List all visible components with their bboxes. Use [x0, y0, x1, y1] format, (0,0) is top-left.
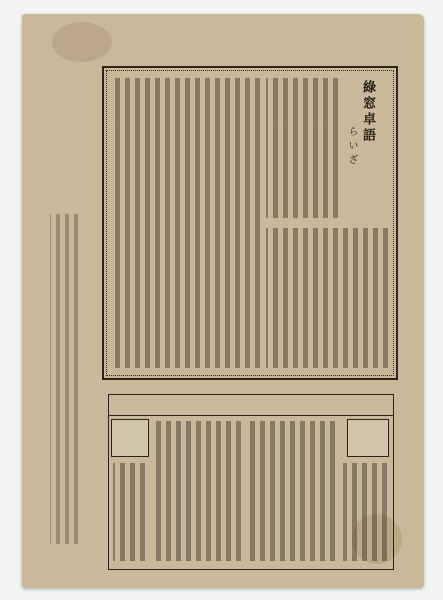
advertisement-text: [343, 463, 387, 561]
publication-imprint: [50, 214, 78, 544]
column-byline: らいざ: [346, 126, 357, 168]
advertisement-header: [109, 395, 393, 416]
column-body-text: [112, 78, 260, 368]
advertisement-box: [111, 419, 149, 457]
paper-stain: [52, 22, 112, 62]
advertisement-text: [249, 421, 335, 561]
column-heading: [344, 80, 378, 230]
page-sheet: [22, 14, 424, 588]
column-title: 綠窓卓語: [360, 80, 375, 144]
advertisement-band: [108, 394, 394, 570]
advertisement-text: [113, 463, 145, 561]
column-body-text: [266, 228, 388, 368]
advertisement-box: [347, 419, 389, 457]
column-body-text: [266, 78, 338, 218]
advertisement-text: [151, 421, 241, 561]
